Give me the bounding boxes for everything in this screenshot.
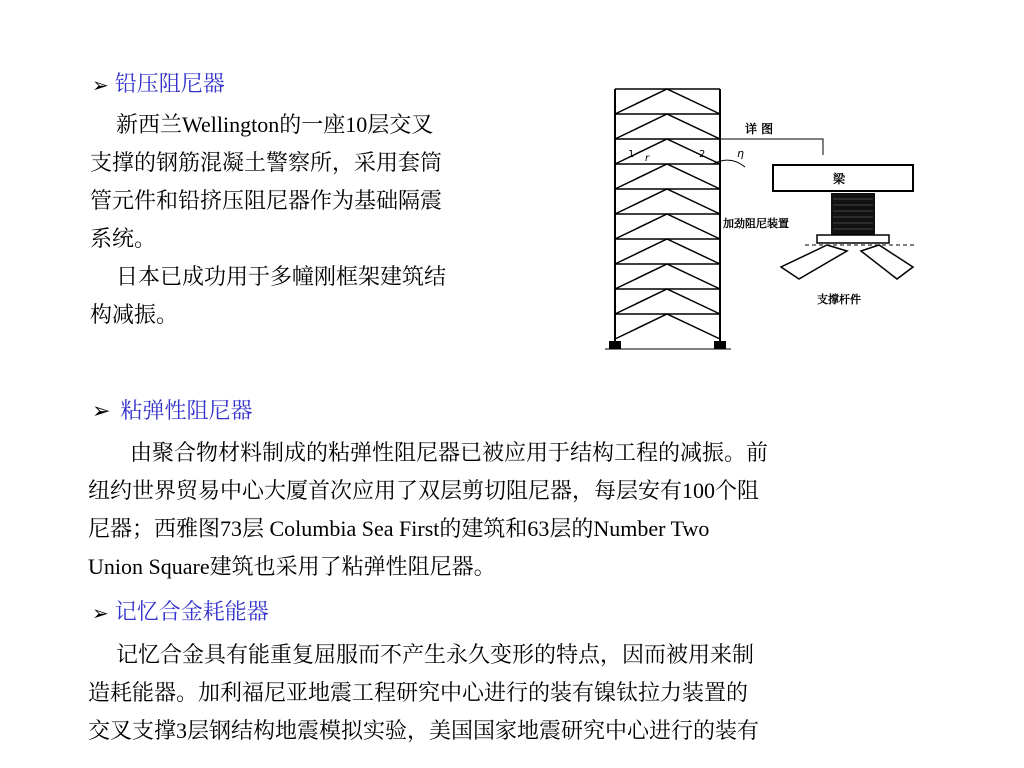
brace-label: 支撑杆件	[817, 293, 861, 306]
arrow-bullet-icon: ➢	[92, 73, 109, 97]
detail-label: 详 图	[745, 122, 774, 136]
text-line: 支撑的钢筋混凝土警察所，采用套筒	[90, 150, 443, 175]
heading-text: 粘弹性阻尼器	[120, 399, 253, 424]
damper-label: 加劲阻尼装置	[723, 217, 789, 230]
detail-leader-line	[667, 139, 823, 155]
mark-eta: η	[737, 147, 744, 160]
arrow-bullet-icon: ➢	[92, 601, 109, 625]
text-line: 构减振。	[90, 302, 179, 327]
heading-memory-alloy-damper	[92, 600, 269, 626]
text-line: 造耗能器。加利福尼亚地震工程研究中心进行的装有镍钛拉力装置的	[88, 680, 749, 705]
paragraph-viscoelastic-damper	[88, 434, 768, 586]
heading-text: 铅压阻尼器	[114, 72, 225, 97]
mark-1: 1	[628, 149, 635, 160]
arrow-bullet-icon: ➢	[92, 399, 111, 424]
floor-beams	[615, 89, 720, 314]
heading-viscoelastic-damper	[92, 399, 252, 425]
paragraph-lead-damper	[90, 106, 446, 334]
brace-member-left	[781, 245, 847, 279]
text-line: 交叉支撑3层钢结构地震模拟实验，美国国家地震研究中心进行的装有	[88, 718, 760, 743]
text-line: 日本已成功用于多幢刚框架建筑结	[116, 264, 447, 289]
mark-gamma: r	[645, 153, 650, 164]
frame-columns	[615, 89, 720, 343]
text-line: 记忆合金具有能重复屈服而不产生永久变形的特点，因而被用来制	[116, 642, 755, 667]
mark-2: 2	[699, 149, 706, 160]
figure-drawing	[595, 75, 920, 355]
paragraph-memory-alloy-damper	[88, 636, 759, 750]
text-line: 纽约世界贸易中心大厦首次应用了双层剪切阻尼器，每层安有100个阻	[88, 478, 760, 503]
text-line: 尼器；西雅图73层 Columbia Sea First的建筑和63层的Number Two	[88, 516, 710, 541]
text-line: 由聚合物材料制成的粘弹性阻尼器已被应用于结构工程的减振。前	[130, 440, 769, 465]
heading-text: 记忆合金耗能器	[114, 600, 269, 625]
foundation-right	[714, 341, 726, 349]
text-line: 管元件和铅挤压阻尼器作为基础隔震	[90, 188, 443, 213]
braced-frame-figure	[595, 75, 920, 355]
foundation-left	[609, 341, 621, 349]
base-plate	[817, 235, 889, 243]
beam-label: 梁	[833, 172, 846, 186]
text-line: 新西兰Wellington的一座10层交叉	[116, 112, 434, 137]
brace-member-right	[861, 245, 913, 279]
text-line: 系统。	[90, 226, 157, 251]
text-line: Union Square建筑也采用了粘弹性阻尼器。	[88, 554, 496, 579]
heading-lead-damper	[92, 72, 225, 98]
